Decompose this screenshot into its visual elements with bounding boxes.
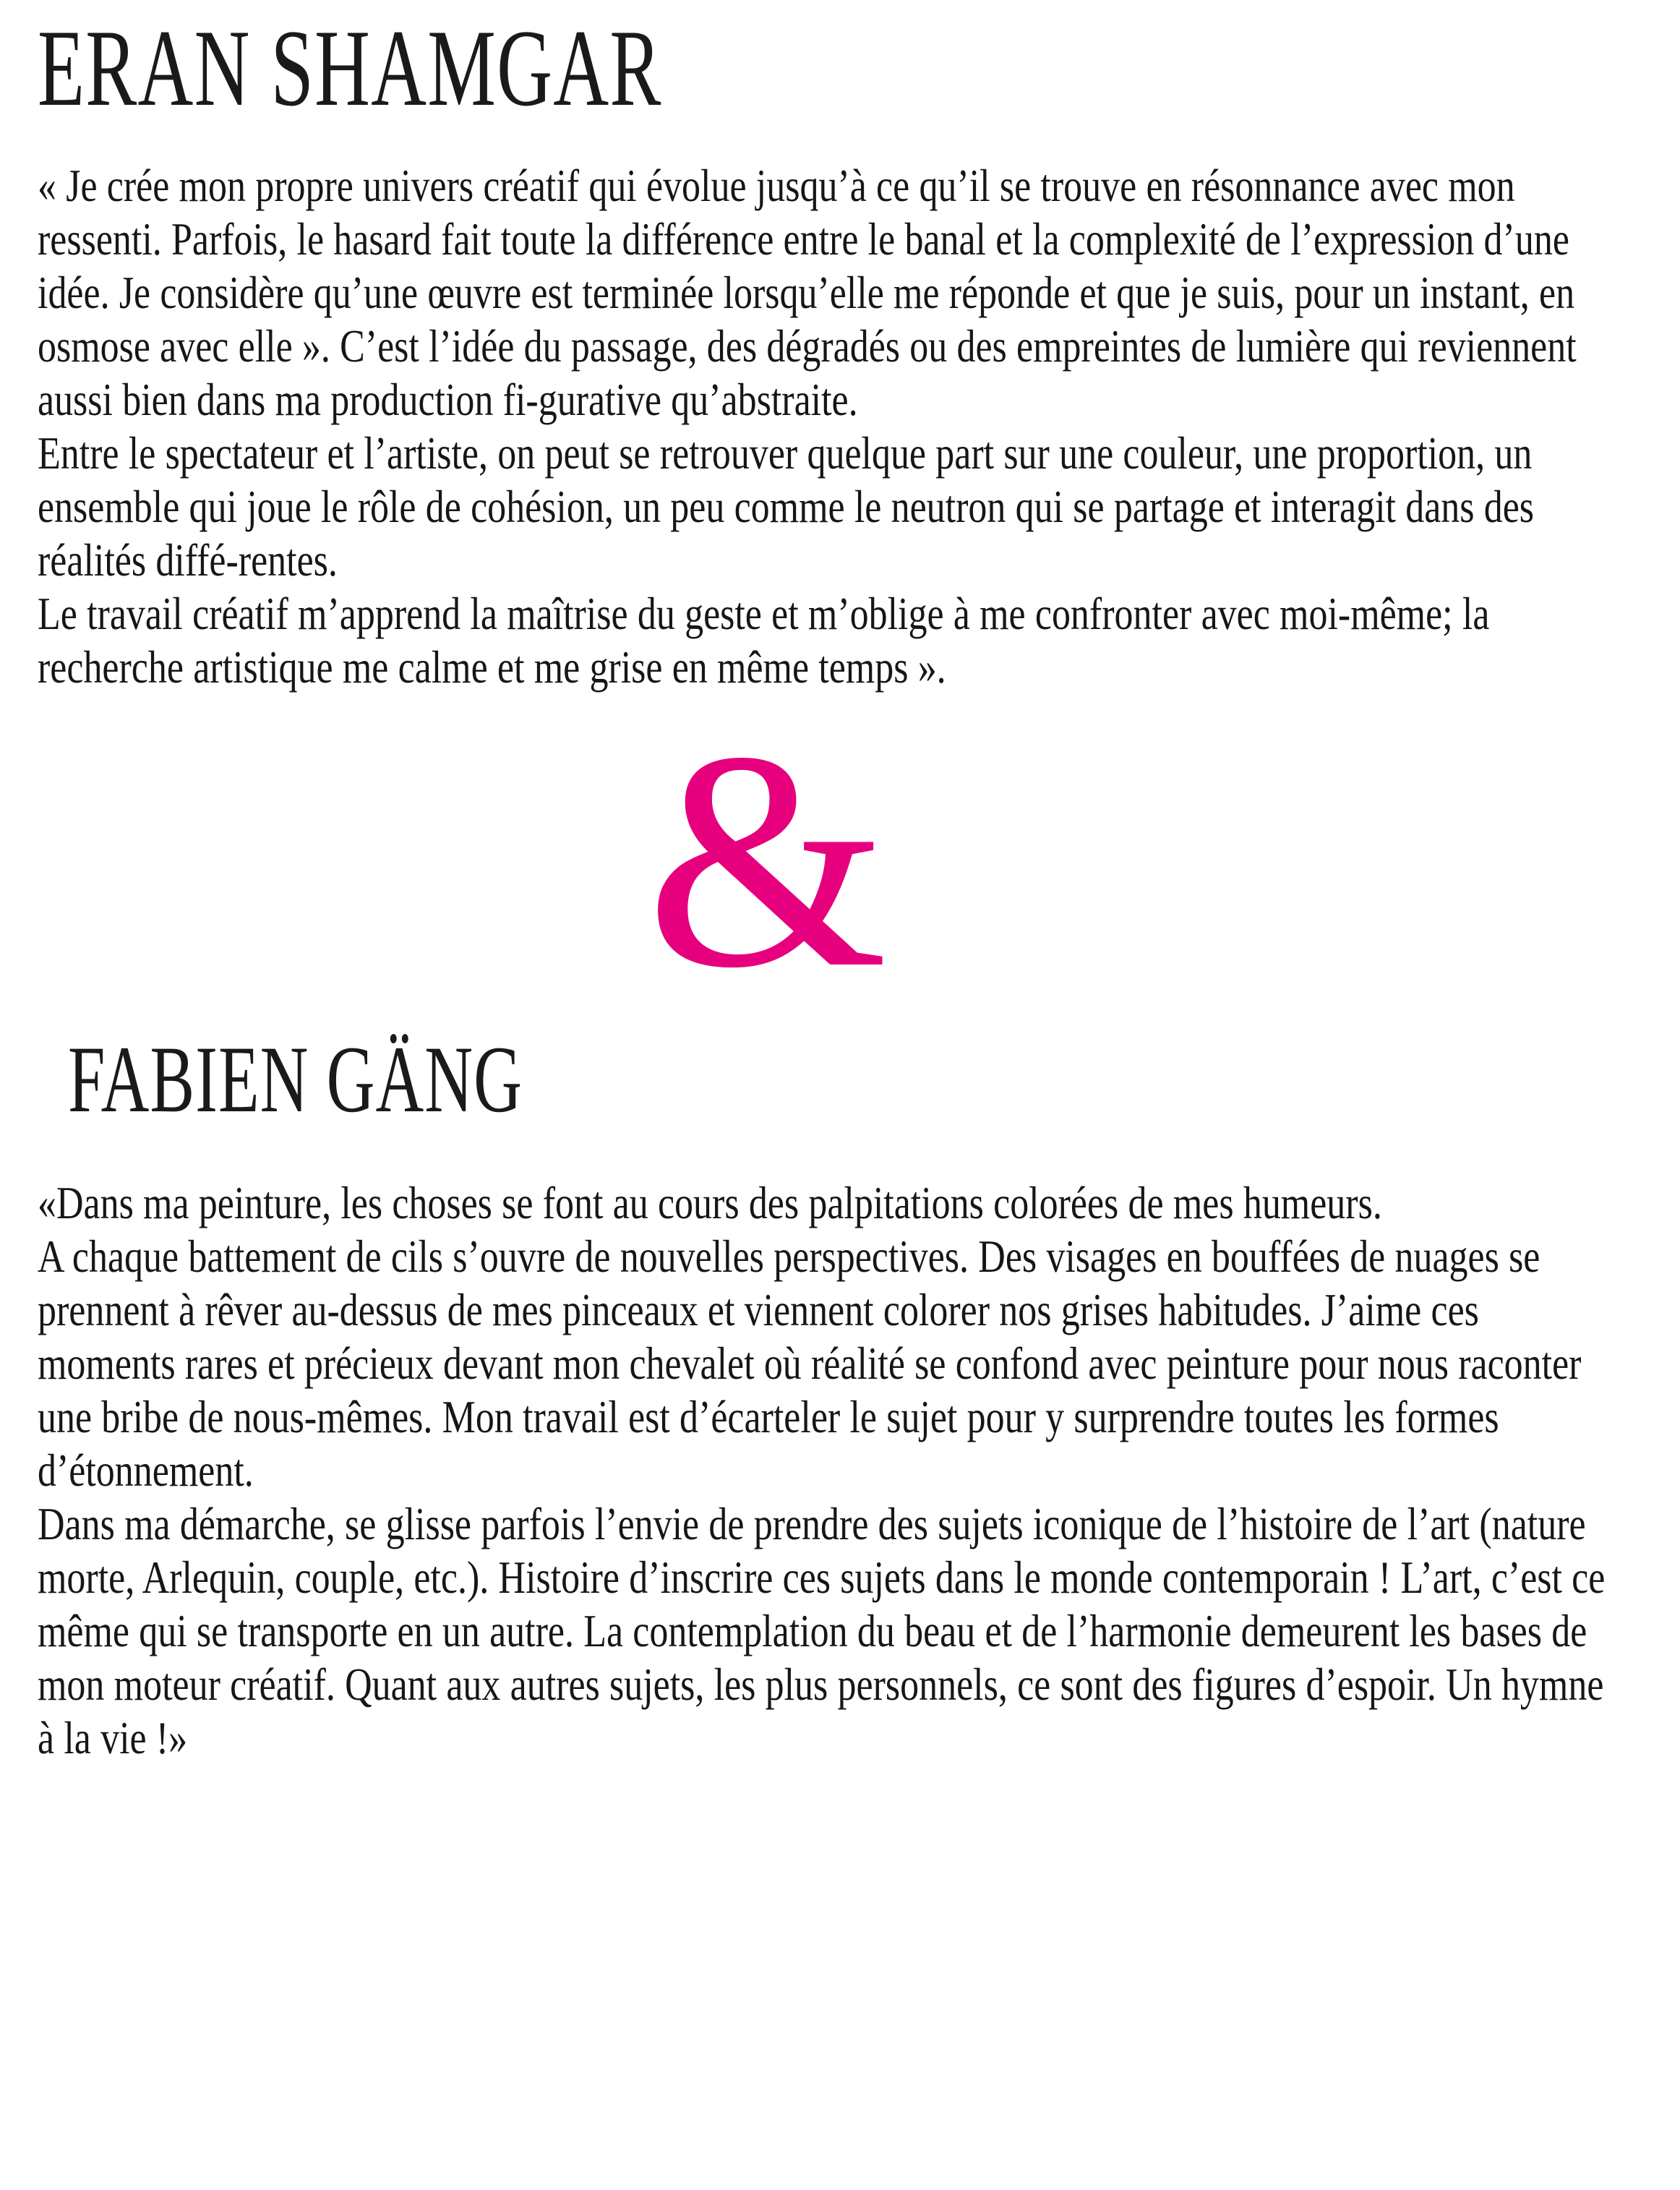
artist-two-name: FABIEN GÄNG xyxy=(68,1025,523,1132)
artist-two-paragraph-1: «Dans ma peinture, les choses se font au cours des palpitations colorées de mes humeurs. xyxy=(38,1177,1382,1228)
ampersand-ornament-icon: & xyxy=(646,688,888,1033)
artist-two-heading-block xyxy=(38,1025,1612,1159)
artist-two-statement xyxy=(38,1176,1612,1765)
artist-two-paragraph-2: A chaque battement de cils s’ouvre de nouvelles perspectives. Des visages en bouffées de nuages se prennent à rêver au-dessus de mes pinceaux et viennent colorer nos grises habitudes. J’aime ces moments rares et précieux devant mon chevalet où réalité se confond avec peinture pour nous raconter une bribe de nous-mêmes. Mon travail est d’écarteler le sujet pour y surprendre toutes les formes d’étonnement. xyxy=(38,1231,1582,1496)
artist-two-paragraph-3: Dans ma démarche, se glisse parfois l’envie de prendre des sujets iconique de l’histoire de l’art (nature morte, Arlequin, couple, etc.). Histoire d’inscrire ces sujets dans le monde contemporain ! L’art, c’est ce même qui se transporte en un autre. La contemplation du beau et de l’harmonie demeurent les bases de mon moteur créatif. Quant aux autres sujets, les plus personnels, ce sont des figures d’espoir. Un hymne à la vie !» xyxy=(38,1498,1606,1763)
artist-one-paragraph-1: « Je crée mon propre univers créatif qui évolue jusqu’à ce qu’il se trouve en résonnance avec mon ressenti. Parfois, le hasard fait toute la différence entre le banal et la complexité de l’expression d’une idée. Je considère qu’une œuvre est terminée lorsqu’elle me réponde et que je suis, pour un instant, en osmose avec elle ». C’est l’idée du passage, des dégradés ou des empreintes de lumière qui reviennent aussi bien dans ma production fi-gurative qu’abstraite. xyxy=(38,161,1577,426)
artist-one-name: ERAN SHAMGAR xyxy=(38,7,662,129)
artist-one-paragraph-3: Le travail créatif m’apprend la maîtrise du geste et m’oblige à me confronter avec moi-même; la recherche artistique me calme et me grise en même temps ». xyxy=(38,589,1490,693)
ampersand-ornament-container xyxy=(38,688,1612,1033)
artist-one-statement xyxy=(38,159,1612,694)
artist-one-paragraph-2: Entre le spectateur et l’artiste, on peut se retrouver quelque part sur une couleur, une proportion, un ensemble qui joue le rôle de cohésion, un peu comme le neutron qui se partage et interagit dans des réalités diffé-rentes. xyxy=(38,428,1535,586)
artist-one-heading-block xyxy=(38,0,1612,142)
